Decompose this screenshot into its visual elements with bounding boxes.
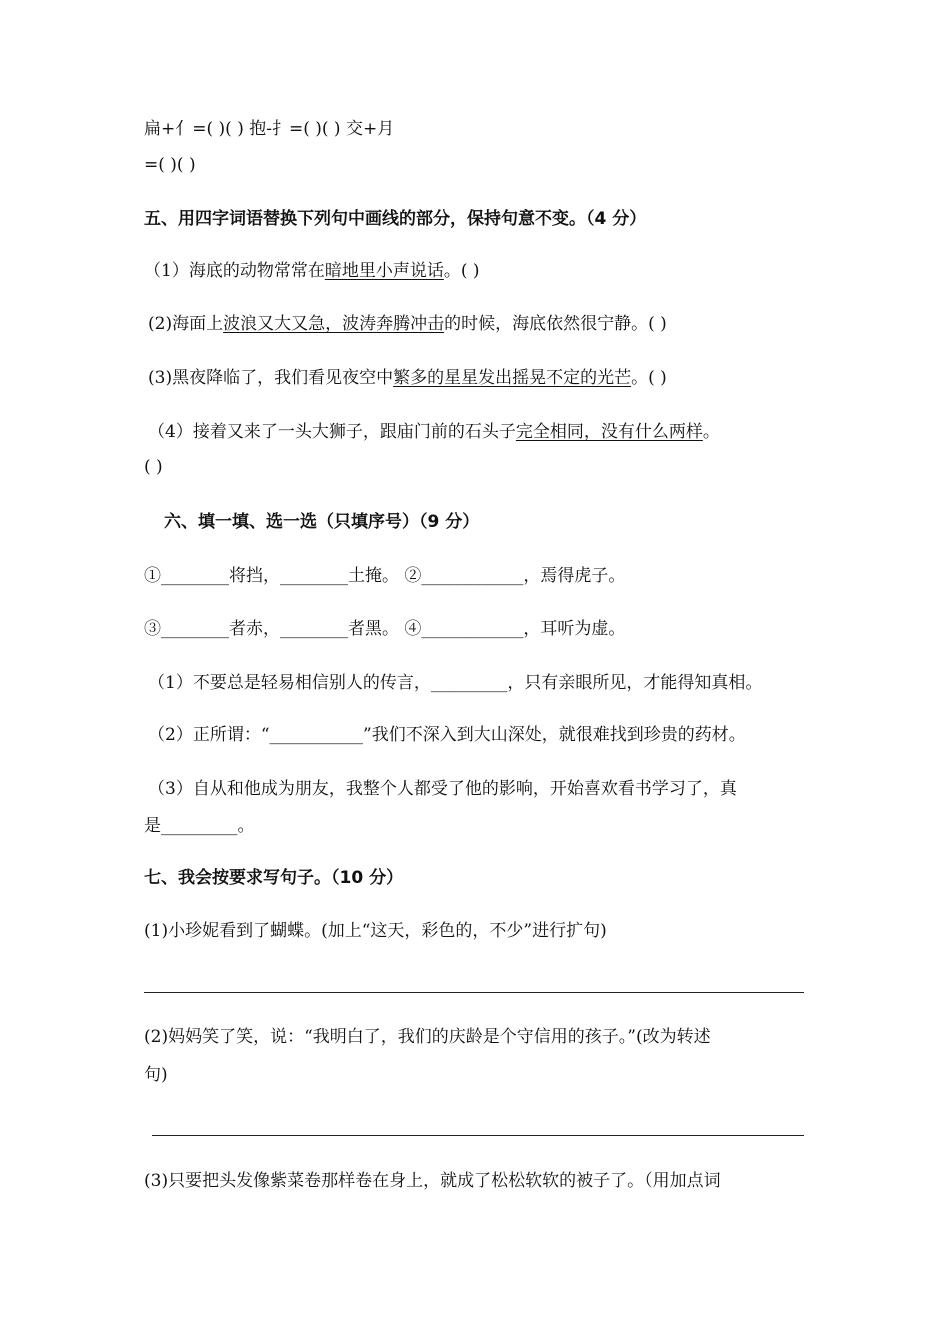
s7-answer-line-2	[152, 1135, 804, 1136]
fill-line-1: 扁+亻=( )( ) 抱-扌=( )( ) 交+月	[144, 119, 395, 139]
s6-question-3b: 是_________。	[144, 816, 255, 836]
s5-q2-post: 的时候，海底依然很宁静。( )	[444, 314, 667, 334]
s6-question-3a: （3）自从和他成为朋友，我整个人都受了他的影响，开始喜欢看书学习了，真	[148, 779, 737, 799]
s5-question-2	[148, 313, 667, 335]
s5-q3-underlined: 繁多的星星发出摇晃不定的光芒	[393, 368, 632, 388]
section5-title: 五、用四字词语替换下列句中画线的部分，保持句意不变。（4 分）	[144, 209, 647, 229]
s5-q1-pre: （1）海底的动物常常在	[144, 261, 325, 281]
s5-q4-underlined: 完全相同，没有什么两样	[515, 422, 703, 442]
s5-q4-answer-blank: ( )	[144, 457, 163, 477]
s5-q1-underlined: 暗地里小声说话	[324, 261, 444, 281]
fill-line-2: =( )( )	[144, 155, 196, 175]
s7-question-3: (3)只要把头发像紫菜卷那样卷在身上，就成了松松软软的被子了。（用加点词	[144, 1171, 721, 1191]
s6-question-1: （1）不要总是轻易相信别人的传言，_________，只有亲眼所见，才能得知真相。	[148, 673, 763, 693]
section6-title: 六、填一填、选一选（只填序号）（9 分）	[164, 512, 480, 532]
s7-question-2b: 句)	[144, 1065, 168, 1085]
s5-q2-pre: (2)海面上	[148, 314, 224, 334]
s6-idiom-row-1: ①________将挡，________土掩。 ②____________，焉得虎子。	[144, 566, 626, 586]
s5-question-3	[148, 367, 667, 389]
s5-q2-underlined: 波浪又大又急，波涛奔腾冲击	[223, 314, 445, 334]
s5-question-4	[148, 421, 720, 443]
s5-q4-pre: （4）接着又来了一头大狮子，跟庙门前的石头子	[148, 422, 516, 442]
s5-q3-pre: (3)黑夜降临了，我们看见夜空中	[148, 368, 394, 388]
s6-question-2: （2）正所谓：“___________”我们不深入到大山深处，就很难找到珍贵的药材。	[148, 725, 746, 745]
s7-answer-line-1	[144, 992, 804, 993]
s6-idiom-row-2: ③________者赤，________者黑。 ④____________，耳听为虚。	[144, 619, 626, 639]
s5-q3-post: 。( )	[631, 368, 667, 388]
s5-q4-post: 。	[702, 422, 720, 442]
s5-q1-post: 。( )	[443, 261, 480, 281]
s5-question-1	[144, 260, 480, 282]
section7-title: 七、我会按要求写句子。（10 分）	[144, 868, 404, 888]
s7-question-2a: (2)妈妈笑了笑，说：“我明白了，我们的庆龄是个守信用的孩子。”(改为转述	[144, 1027, 711, 1047]
s7-question-1: (1)小珍妮看到了蝴蝶。(加上“这天，彩色的，不少”进行扩句)	[144, 921, 607, 941]
